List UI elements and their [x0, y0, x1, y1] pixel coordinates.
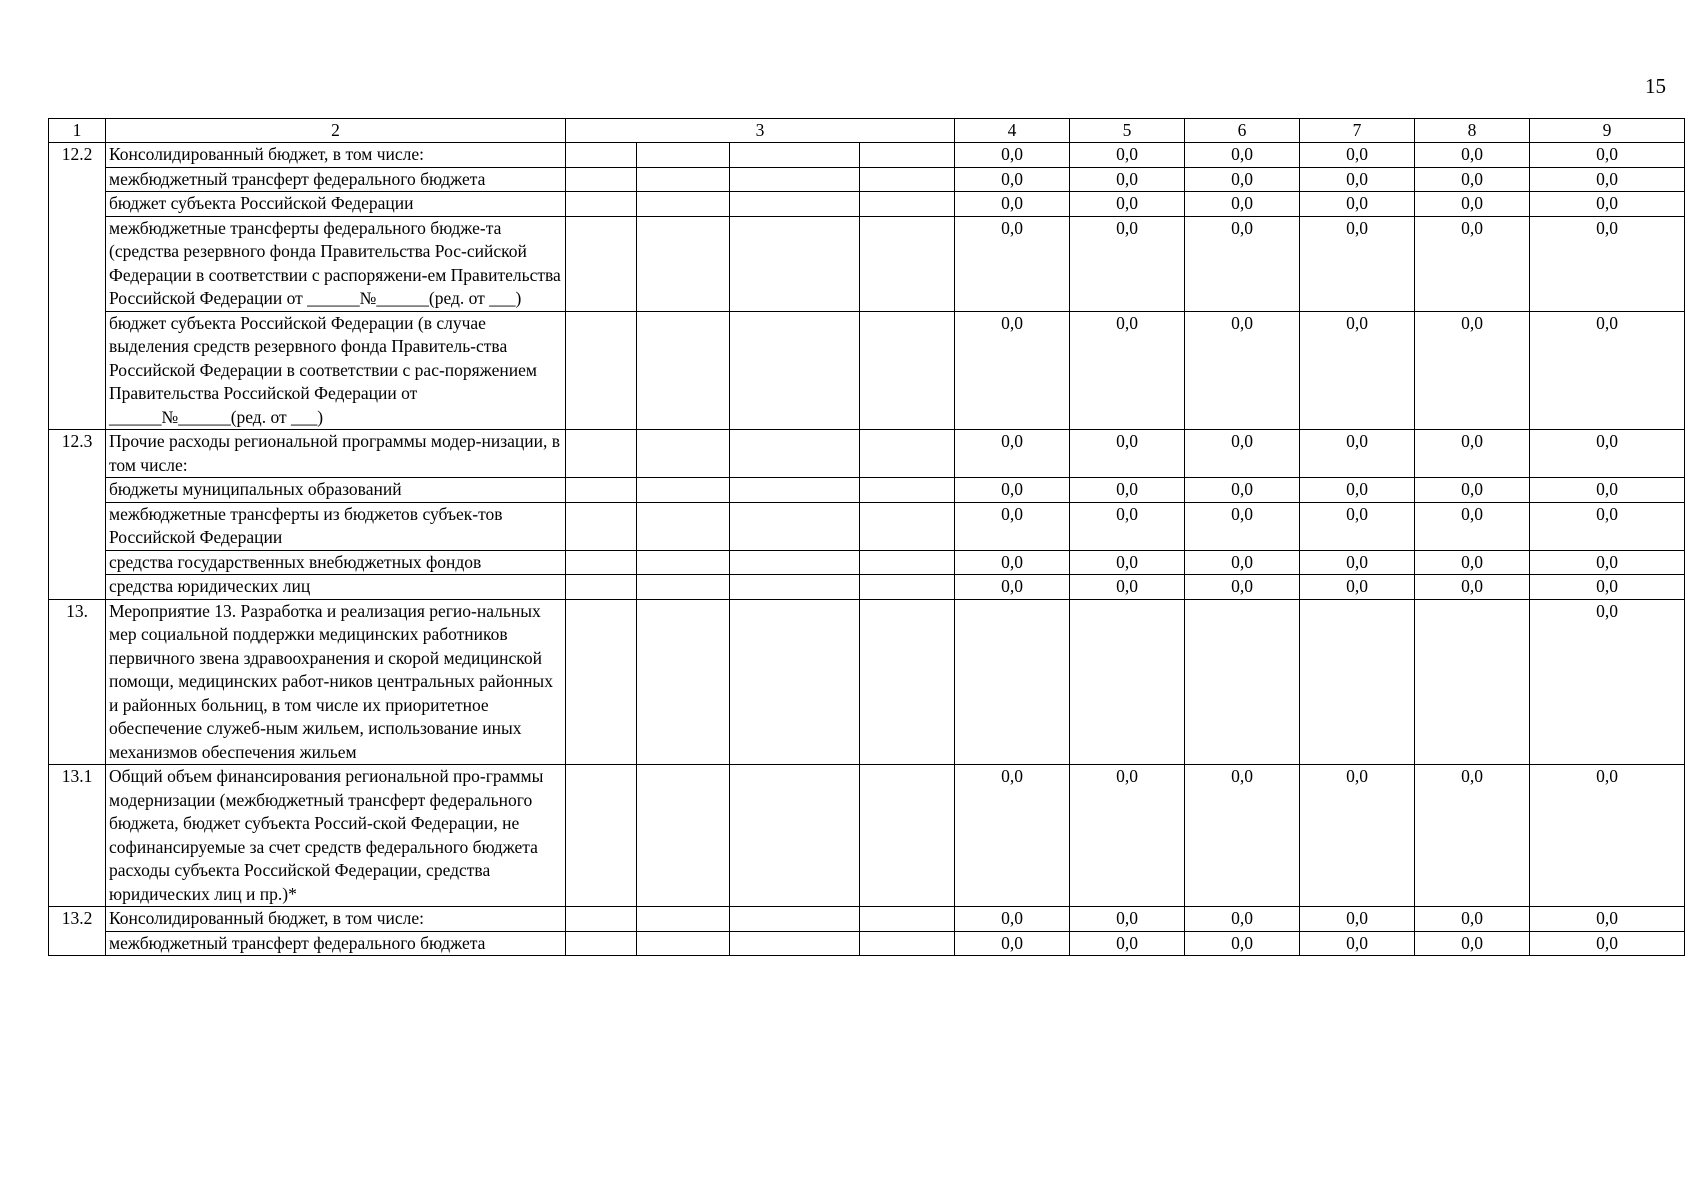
value-cell-col-6: 0,0: [1185, 478, 1300, 503]
column-3-subcell: [566, 550, 637, 575]
row-description: Консолидированный бюджет, в том числе:: [106, 143, 566, 168]
header-cell-9: 9: [1530, 119, 1685, 143]
value-cell-col-6: 0,0: [1185, 311, 1300, 430]
value-cell-col-9: 0,0: [1530, 550, 1685, 575]
header-cell-7: 7: [1300, 119, 1415, 143]
column-3-subcell: [566, 907, 637, 932]
column-3-subcell: [566, 931, 637, 956]
column-3-subcell: [637, 192, 730, 217]
column-3-subcell: [637, 311, 730, 430]
value-cell-col-7: 0,0: [1300, 311, 1415, 430]
value-cell-col-4: 0,0: [955, 216, 1070, 311]
row-number: 13.2: [49, 907, 106, 956]
header-cell-5: 5: [1070, 119, 1185, 143]
value-cell-col-5: 0,0: [1070, 192, 1185, 217]
column-3-subcell: [860, 575, 955, 600]
column-3-subcell: [730, 550, 860, 575]
row-description: Общий объем финансирования региональной про-граммы модернизации (межбюджетный трансферт федерального бюджета, бюджет субъекта Россий-ской Федерации, не софинансируемые за счет средств федерального бюджета расходы субъекта Российской Федерации, средства юридических лиц и пр.)*: [106, 765, 566, 907]
column-3-subcell: [566, 599, 637, 765]
column-3-subcell: [860, 502, 955, 550]
value-cell-col-8: 0,0: [1415, 575, 1530, 600]
value-cell-col-6: 0,0: [1185, 550, 1300, 575]
value-cell-col-8: 0,0: [1415, 478, 1530, 503]
table-row: [49, 143, 1685, 168]
table-row: [49, 430, 1685, 478]
column-3-subcell: [637, 430, 730, 478]
value-cell-col-6: 0,0: [1185, 765, 1300, 907]
value-cell-col-7: [1300, 599, 1415, 765]
value-cell-col-7: 0,0: [1300, 575, 1415, 600]
column-3-subcell: [566, 311, 637, 430]
column-3-subcell: [860, 907, 955, 932]
column-3-subcell: [860, 430, 955, 478]
row-description: бюджет субъекта Российской Федерации (в случае выделения средств резервного фонда Правитель-ства Российской Федерации в соответствии с рас-поряжением Правительства Российской Федерации от ______№______(ред. от ___): [106, 311, 566, 430]
row-description: межбюджетный трансферт федерального бюджета: [106, 931, 566, 956]
row-description: средства государственных внебюджетных фондов: [106, 550, 566, 575]
value-cell-col-4: 0,0: [955, 765, 1070, 907]
row-number: 12.2: [49, 143, 106, 430]
value-cell-col-7: 0,0: [1300, 478, 1415, 503]
column-3-subcell: [566, 216, 637, 311]
column-3-subcell: [860, 167, 955, 192]
row-description: бюджеты муниципальных образований: [106, 478, 566, 503]
value-cell-col-6: 0,0: [1185, 216, 1300, 311]
value-cell-col-9: 0,0: [1530, 216, 1685, 311]
column-3-subcell: [860, 931, 955, 956]
value-cell-col-7: 0,0: [1300, 143, 1415, 168]
row-description: межбюджетные трансферты федерального бюдже-та (средства резервного фонда Правительства Рос-сийской Федерации в соответствии с распоряжени-ем Правительства Российской Федерации от ______№______(ред. от ___): [106, 216, 566, 311]
value-cell-col-9: 0,0: [1530, 575, 1685, 600]
value-cell-col-5: 0,0: [1070, 311, 1185, 430]
value-cell-col-6: 0,0: [1185, 502, 1300, 550]
column-3-subcell: [860, 143, 955, 168]
column-3-subcell: [637, 478, 730, 503]
table-row: [49, 192, 1685, 217]
column-3-subcell: [566, 167, 637, 192]
value-cell-col-7: 0,0: [1300, 216, 1415, 311]
column-3-subcell: [730, 599, 860, 765]
row-description: Прочие расходы региональной программы модер-низации, в том числе:: [106, 430, 566, 478]
row-number: 13.: [49, 599, 106, 765]
table-row: [49, 502, 1685, 550]
row-number: 13.1: [49, 765, 106, 907]
value-cell-col-9: 0,0: [1530, 192, 1685, 217]
column-3-subcell: [566, 765, 637, 907]
column-3-subcell: [566, 478, 637, 503]
value-cell-col-9: 0,0: [1530, 502, 1685, 550]
value-cell-col-9: 0,0: [1530, 167, 1685, 192]
value-cell-col-5: 0,0: [1070, 765, 1185, 907]
value-cell-col-5: 0,0: [1070, 931, 1185, 956]
table-row: [49, 216, 1685, 311]
column-3-subcell: [637, 575, 730, 600]
column-3-subcell: [637, 931, 730, 956]
value-cell-col-6: [1185, 599, 1300, 765]
value-cell-col-7: 0,0: [1300, 550, 1415, 575]
value-cell-col-6: 0,0: [1185, 575, 1300, 600]
header-cell-1: 1: [49, 119, 106, 143]
value-cell-col-9: 0,0: [1530, 599, 1685, 765]
value-cell-col-4: 0,0: [955, 478, 1070, 503]
value-cell-col-7: 0,0: [1300, 907, 1415, 932]
value-cell-col-5: 0,0: [1070, 216, 1185, 311]
column-3-subcell: [637, 143, 730, 168]
table-row: [49, 550, 1685, 575]
value-cell-col-5: 0,0: [1070, 575, 1185, 600]
value-cell-col-5: 0,0: [1070, 167, 1185, 192]
value-cell-col-8: 0,0: [1415, 765, 1530, 907]
column-3-subcell: [730, 575, 860, 600]
value-cell-col-8: 0,0: [1415, 502, 1530, 550]
value-cell-col-4: 0,0: [955, 907, 1070, 932]
value-cell-col-4: [955, 599, 1070, 765]
header-cell-4: 4: [955, 119, 1070, 143]
value-cell-col-4: 0,0: [955, 143, 1070, 168]
value-cell-col-6: 0,0: [1185, 192, 1300, 217]
value-cell-col-4: 0,0: [955, 575, 1070, 600]
value-cell-col-8: 0,0: [1415, 430, 1530, 478]
financing-table: [48, 118, 1685, 956]
column-3-subcell: [860, 599, 955, 765]
column-3-subcell: [566, 192, 637, 217]
column-3-subcell: [637, 907, 730, 932]
column-3-subcell: [730, 931, 860, 956]
table-row: [49, 167, 1685, 192]
header-cell-3: 3: [566, 119, 955, 143]
column-3-subcell: [860, 550, 955, 575]
value-cell-col-9: 0,0: [1530, 430, 1685, 478]
column-3-subcell: [730, 311, 860, 430]
column-3-subcell: [860, 765, 955, 907]
column-3-subcell: [566, 502, 637, 550]
column-3-subcell: [637, 550, 730, 575]
value-cell-col-6: 0,0: [1185, 430, 1300, 478]
value-cell-col-8: 0,0: [1415, 311, 1530, 430]
column-3-subcell: [637, 502, 730, 550]
row-number: 12.3: [49, 430, 106, 600]
value-cell-col-9: 0,0: [1530, 143, 1685, 168]
value-cell-col-8: [1415, 599, 1530, 765]
value-cell-col-4: 0,0: [955, 430, 1070, 478]
value-cell-col-9: 0,0: [1530, 311, 1685, 430]
column-3-subcell: [730, 502, 860, 550]
value-cell-col-7: 0,0: [1300, 430, 1415, 478]
value-cell-col-7: 0,0: [1300, 931, 1415, 956]
column-3-subcell: [860, 192, 955, 217]
value-cell-col-6: 0,0: [1185, 143, 1300, 168]
value-cell-col-8: 0,0: [1415, 907, 1530, 932]
page-number: 15: [1645, 74, 1666, 98]
column-3-subcell: [566, 430, 637, 478]
table-row: [49, 599, 1685, 765]
table-row: [49, 478, 1685, 503]
row-description: средства юридических лиц: [106, 575, 566, 600]
value-cell-col-8: 0,0: [1415, 143, 1530, 168]
value-cell-col-4: 0,0: [955, 502, 1070, 550]
value-cell-col-5: 0,0: [1070, 550, 1185, 575]
table-row: [49, 311, 1685, 430]
header-cell-6: 6: [1185, 119, 1300, 143]
value-cell-col-6: 0,0: [1185, 931, 1300, 956]
value-cell-col-8: 0,0: [1415, 192, 1530, 217]
value-cell-col-7: 0,0: [1300, 765, 1415, 907]
column-3-subcell: [730, 478, 860, 503]
value-cell-col-5: 0,0: [1070, 143, 1185, 168]
column-3-subcell: [730, 430, 860, 478]
column-3-subcell: [566, 143, 637, 168]
column-3-subcell: [730, 192, 860, 217]
table-body: [49, 119, 1685, 956]
header-cell-2: 2: [106, 119, 566, 143]
value-cell-col-5: 0,0: [1070, 907, 1185, 932]
value-cell-col-5: 0,0: [1070, 430, 1185, 478]
column-3-subcell: [860, 216, 955, 311]
value-cell-col-5: [1070, 599, 1185, 765]
value-cell-col-4: 0,0: [955, 931, 1070, 956]
value-cell-col-9: 0,0: [1530, 478, 1685, 503]
value-cell-col-4: 0,0: [955, 167, 1070, 192]
value-cell-col-8: 0,0: [1415, 550, 1530, 575]
table-row: [49, 765, 1685, 907]
value-cell-col-9: 0,0: [1530, 907, 1685, 932]
column-3-subcell: [637, 167, 730, 192]
value-cell-col-4: 0,0: [955, 192, 1070, 217]
row-description: межбюджетные трансферты из бюджетов субъек-тов Российской Федерации: [106, 502, 566, 550]
table-row: [49, 575, 1685, 600]
row-description: межбюджетный трансферт федерального бюджета: [106, 167, 566, 192]
column-3-subcell: [730, 167, 860, 192]
value-cell-col-6: 0,0: [1185, 907, 1300, 932]
column-3-subcell: [637, 599, 730, 765]
value-cell-col-8: 0,0: [1415, 216, 1530, 311]
column-3-subcell: [637, 216, 730, 311]
value-cell-col-9: 0,0: [1530, 931, 1685, 956]
value-cell-col-8: 0,0: [1415, 167, 1530, 192]
value-cell-col-8: 0,0: [1415, 931, 1530, 956]
value-cell-col-5: 0,0: [1070, 502, 1185, 550]
value-cell-col-7: 0,0: [1300, 192, 1415, 217]
header-cell-8: 8: [1415, 119, 1530, 143]
column-3-subcell: [860, 311, 955, 430]
value-cell-col-6: 0,0: [1185, 167, 1300, 192]
column-3-subcell: [730, 216, 860, 311]
column-3-subcell: [730, 143, 860, 168]
value-cell-col-7: 0,0: [1300, 502, 1415, 550]
column-3-subcell: [860, 478, 955, 503]
row-description: бюджет субъекта Российской Федерации: [106, 192, 566, 217]
value-cell-col-9: 0,0: [1530, 765, 1685, 907]
column-3-subcell: [730, 765, 860, 907]
column-3-subcell: [566, 575, 637, 600]
row-description: Консолидированный бюджет, в том числе:: [106, 907, 566, 932]
row-description: Мероприятие 13. Разработка и реализация регио-нальных мер социальной поддержки медицинских работников первичного звена здравоохранения и скорой медицинской помощи, медицинских работ-ников центральных районных и районных больниц, в том числе их приоритетное обеспечение служеб-ным жильем, использование иных механизмов обеспечения жильем: [106, 599, 566, 765]
table-row: [49, 907, 1685, 932]
value-cell-col-4: 0,0: [955, 550, 1070, 575]
column-3-subcell: [637, 765, 730, 907]
header-row: [49, 119, 1685, 143]
value-cell-col-7: 0,0: [1300, 167, 1415, 192]
table-row: [49, 931, 1685, 956]
value-cell-col-4: 0,0: [955, 311, 1070, 430]
value-cell-col-5: 0,0: [1070, 478, 1185, 503]
column-3-subcell: [730, 907, 860, 932]
